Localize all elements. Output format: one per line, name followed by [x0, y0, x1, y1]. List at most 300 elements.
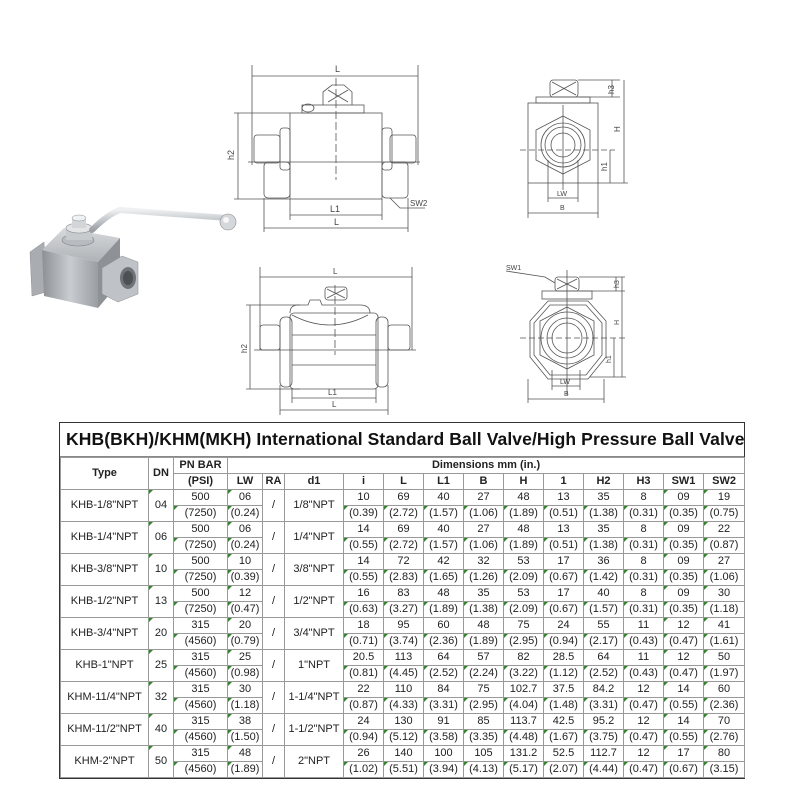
cell-dn: 50	[149, 746, 174, 778]
cell-b: 48	[464, 618, 504, 634]
cell-lw-in: (0.98)	[228, 666, 263, 682]
cell-h-in: (2.95)	[504, 634, 544, 650]
dim-h3-2: h3	[614, 280, 621, 288]
cell-type: KHB-3/4"NPT	[61, 618, 149, 650]
cell-h2-in: (1.38)	[584, 506, 624, 522]
cell-l1-in: (1.57)	[424, 538, 464, 554]
cell-h2: 35	[584, 522, 624, 538]
cell-l1-in: (1.89)	[424, 602, 464, 618]
cell-dn: 32	[149, 682, 174, 714]
cell-pn-bar: 500	[174, 490, 228, 506]
cell-h-in: (3.22)	[504, 666, 544, 682]
header-d1: d1	[285, 474, 344, 490]
cell-h2-in: (1.38)	[584, 538, 624, 554]
cell-b: 27	[464, 490, 504, 506]
cell-h2: 64	[584, 650, 624, 666]
dim-SW1: SW1	[506, 265, 522, 272]
cell-l1: 40	[424, 522, 464, 538]
cell-psi: (4560)	[174, 730, 228, 746]
cell-l-in: (2.72)	[384, 506, 424, 522]
header-b: B	[464, 474, 504, 490]
dim-h1-2: h1	[606, 355, 613, 363]
cell-d1: 3/8"NPT	[285, 554, 344, 586]
cell-lw-in: (0.39)	[228, 570, 263, 586]
dim-L1: L1	[330, 204, 341, 214]
cell-sw2-in: (1.06)	[704, 570, 745, 586]
cell-i: 22	[344, 682, 384, 698]
cell-b-in: (3.35)	[464, 730, 504, 746]
cell-lw: 10	[228, 554, 263, 570]
header-h: H	[504, 474, 544, 490]
cell-sw1-in: (0.47)	[664, 634, 704, 650]
cell-i-in: (0.63)	[344, 602, 384, 618]
cell-i-in: (1.02)	[344, 762, 384, 778]
cell-h2: 36	[584, 554, 624, 570]
cell-ra: /	[263, 554, 285, 586]
cell-l: 110	[384, 682, 424, 698]
cell-h2-in: (1.42)	[584, 570, 624, 586]
cell-h3-in: (0.47)	[624, 762, 664, 778]
cell-i-in: (0.94)	[344, 730, 384, 746]
table-row	[61, 682, 745, 698]
cell-i: 10	[344, 490, 384, 506]
cell-h: 48	[504, 522, 544, 538]
cell-1-in: (0.67)	[544, 602, 584, 618]
cell-l-in: (3.74)	[384, 634, 424, 650]
table-row	[61, 714, 745, 730]
cell-1-in: (0.94)	[544, 634, 584, 650]
cell-sw2-in: (0.75)	[704, 506, 745, 522]
cell-sw2-in: (1.18)	[704, 602, 745, 618]
cell-l: 83	[384, 586, 424, 602]
cell-1: 17	[544, 586, 584, 602]
cell-l1-in: (1.57)	[424, 506, 464, 522]
dim-H-2: H	[614, 319, 621, 325]
cell-b: 75	[464, 682, 504, 698]
cell-d1: 2"NPT	[285, 746, 344, 778]
cell-ra: /	[263, 586, 285, 618]
cell-i: 14	[344, 554, 384, 570]
cell-sw2: 50	[704, 650, 745, 666]
cell-ra: /	[263, 650, 285, 682]
end-view-drawing-2	[490, 255, 660, 415]
cell-1: 52.5	[544, 746, 584, 762]
cell-l-in: (2.72)	[384, 538, 424, 554]
cell-lw: 06	[228, 490, 263, 506]
cell-sw1-in: (0.35)	[664, 506, 704, 522]
cell-l1-in: (3.58)	[424, 730, 464, 746]
spec-table	[59, 422, 745, 779]
cell-h3-in: (0.31)	[624, 602, 664, 618]
cell-pn-bar: 315	[174, 714, 228, 730]
dimensions-table	[60, 457, 745, 778]
cell-h3: 8	[624, 522, 664, 538]
cell-i: 20.5	[344, 650, 384, 666]
end-view-drawing-1	[500, 50, 660, 220]
cell-h: 53	[504, 554, 544, 570]
cell-sw2: 30	[704, 586, 745, 602]
cell-sw1-in: (0.35)	[664, 570, 704, 586]
cell-sw1: 17	[664, 746, 704, 762]
cell-psi: (7250)	[174, 538, 228, 554]
cell-h-in: (1.89)	[504, 506, 544, 522]
cell-h3: 12	[624, 746, 664, 762]
cell-d1: 1/4"NPT	[285, 522, 344, 554]
cell-sw1-in: (0.67)	[664, 762, 704, 778]
cell-l1: 40	[424, 490, 464, 506]
cell-b-in: (1.89)	[464, 634, 504, 650]
cell-type: KHB-1"NPT	[61, 650, 149, 682]
cell-sw2-in: (3.15)	[704, 762, 745, 778]
cell-l1-in: (3.31)	[424, 698, 464, 714]
cell-h2-in: (4.44)	[584, 762, 624, 778]
cell-h3: 12	[624, 714, 664, 730]
header-dimensions: Dimensions mm (in.)	[228, 458, 745, 474]
dim-h2-2: h2	[240, 344, 249, 353]
cell-1-in: (1.67)	[544, 730, 584, 746]
side-view-drawing-1	[220, 50, 440, 240]
cell-dn: 40	[149, 714, 174, 746]
cell-psi: (7250)	[174, 506, 228, 522]
cell-b: 27	[464, 522, 504, 538]
header-type: Type	[61, 458, 149, 490]
cell-sw1: 09	[664, 522, 704, 538]
dim-H: H	[613, 126, 622, 132]
cell-lw: 25	[228, 650, 263, 666]
cell-h3-in: (0.47)	[624, 730, 664, 746]
cell-i: 18	[344, 618, 384, 634]
dim-L-bottom-2: L	[332, 400, 337, 409]
cell-h-in: (2.09)	[504, 602, 544, 618]
cell-sw2-in: (2.76)	[704, 730, 745, 746]
cell-sw2-in: (0.87)	[704, 538, 745, 554]
cell-b: 32	[464, 554, 504, 570]
cell-h2: 55	[584, 618, 624, 634]
cell-l: 113	[384, 650, 424, 666]
cell-h: 102.7	[504, 682, 544, 698]
cell-type: KHM-11/4"NPT	[61, 682, 149, 714]
cell-dn: 25	[149, 650, 174, 682]
cell-lw-in: (1.50)	[228, 730, 263, 746]
cell-l1: 91	[424, 714, 464, 730]
cell-sw2: 19	[704, 490, 745, 506]
cell-pn-bar: 315	[174, 746, 228, 762]
cell-l-in: (5.12)	[384, 730, 424, 746]
cell-i: 26	[344, 746, 384, 762]
cell-ra: /	[263, 522, 285, 554]
cell-1-in: (0.51)	[544, 506, 584, 522]
cell-h2: 112.7	[584, 746, 624, 762]
dim-B-2: B	[564, 391, 569, 398]
cell-i-in: (0.81)	[344, 666, 384, 682]
cell-h: 48	[504, 490, 544, 506]
cell-sw1: 12	[664, 618, 704, 634]
cell-h: 113.7	[504, 714, 544, 730]
dim-LW-2: LW	[560, 379, 570, 386]
cell-type: KHB-1/2"NPT	[61, 586, 149, 618]
cell-d1: 3/4"NPT	[285, 618, 344, 650]
cell-d1: 1/2"NPT	[285, 586, 344, 618]
dim-h3: h3	[607, 85, 616, 94]
cell-h3-in: (0.31)	[624, 506, 664, 522]
table-title: KHB(BKH)/KHM(MKH) International Standard Ball Valve/High Pressure Ball Valve	[60, 423, 744, 457]
cell-lw: 06	[228, 522, 263, 538]
cell-lw-in: (0.79)	[228, 634, 263, 650]
cell-h-in: (5.17)	[504, 762, 544, 778]
cell-h3: 12	[624, 682, 664, 698]
cell-l: 69	[384, 490, 424, 506]
cell-l1: 48	[424, 586, 464, 602]
header-dn: DN	[149, 458, 174, 490]
cell-lw: 12	[228, 586, 263, 602]
cell-h: 82	[504, 650, 544, 666]
cell-l-in: (5.51)	[384, 762, 424, 778]
cell-d1: 1"NPT	[285, 650, 344, 682]
cell-l1-in: (1.65)	[424, 570, 464, 586]
cell-d1: 1-1/2"NPT	[285, 714, 344, 746]
header-l: L	[384, 474, 424, 490]
cell-lw-in: (1.18)	[228, 698, 263, 714]
cell-ra: /	[263, 490, 285, 522]
cell-h3: 11	[624, 618, 664, 634]
cell-sw1-in: (0.35)	[664, 538, 704, 554]
dim-h1: h1	[600, 162, 609, 171]
cell-sw2: 60	[704, 682, 745, 698]
cell-psi: (7250)	[174, 602, 228, 618]
header-sw1: SW1	[664, 474, 704, 490]
cell-1-in: (2.07)	[544, 762, 584, 778]
cell-l1: 60	[424, 618, 464, 634]
cell-h-in: (4.04)	[504, 698, 544, 714]
dim-L-top-2: L	[333, 267, 338, 276]
cell-i-in: (0.71)	[344, 634, 384, 650]
cell-sw2: 70	[704, 714, 745, 730]
cell-l-in: (4.45)	[384, 666, 424, 682]
dim-SW2: SW2	[410, 199, 428, 208]
cell-psi: (4560)	[174, 666, 228, 682]
cell-sw1-in: (0.55)	[664, 698, 704, 714]
cell-sw2: 22	[704, 522, 745, 538]
cell-sw1-in: (0.35)	[664, 602, 704, 618]
cell-sw1-in: (0.55)	[664, 730, 704, 746]
cell-1-in: (0.51)	[544, 538, 584, 554]
cell-dn: 10	[149, 554, 174, 586]
cell-h3-in: (0.43)	[624, 634, 664, 650]
dim-L-bottom: L	[334, 217, 340, 227]
cell-h-in: (1.89)	[504, 538, 544, 554]
cell-pn-bar: 500	[174, 522, 228, 538]
cell-lw-in: (0.24)	[228, 506, 263, 522]
cell-dn: 20	[149, 618, 174, 650]
cell-b-in: (2.24)	[464, 666, 504, 682]
header-1: 1	[544, 474, 584, 490]
cell-h3: 11	[624, 650, 664, 666]
cell-h: 131.2	[504, 746, 544, 762]
cell-l: 72	[384, 554, 424, 570]
cell-dn: 06	[149, 522, 174, 554]
dim-L1-2: L1	[328, 388, 337, 397]
cell-ra: /	[263, 714, 285, 746]
cell-d1: 1/8"NPT	[285, 490, 344, 522]
cell-h2-in: (3.31)	[584, 698, 624, 714]
cell-dn: 13	[149, 586, 174, 618]
cell-l-in: (3.27)	[384, 602, 424, 618]
cell-pn-bar: 500	[174, 554, 228, 570]
cell-l1-in: (2.36)	[424, 634, 464, 650]
cell-l: 69	[384, 522, 424, 538]
cell-lw-in: (1.89)	[228, 762, 263, 778]
cell-h3-in: (0.43)	[624, 666, 664, 682]
dim-LW: LW	[557, 191, 567, 198]
cell-type: KHM-2"NPT	[61, 746, 149, 778]
cell-l: 140	[384, 746, 424, 762]
cell-b: 105	[464, 746, 504, 762]
cell-lw: 38	[228, 714, 263, 730]
cell-h2-in: (2.52)	[584, 666, 624, 682]
header-pn-psi: (PSI)	[174, 474, 228, 490]
cell-psi: (4560)	[174, 634, 228, 650]
cell-i-in: (0.87)	[344, 698, 384, 714]
cell-psi: (4560)	[174, 762, 228, 778]
table-row	[61, 618, 745, 634]
cell-sw1: 14	[664, 714, 704, 730]
cell-1: 37.5	[544, 682, 584, 698]
cell-sw2: 80	[704, 746, 745, 762]
cell-h-in: (2.09)	[504, 570, 544, 586]
cell-sw1: 09	[664, 586, 704, 602]
cell-lw: 20	[228, 618, 263, 634]
header-h3: H3	[624, 474, 664, 490]
cell-h2: 40	[584, 586, 624, 602]
cell-d1: 1-1/4"NPT	[285, 682, 344, 714]
cell-b-in: (2.95)	[464, 698, 504, 714]
cell-lw-in: (0.47)	[228, 602, 263, 618]
cell-b-in: (1.38)	[464, 602, 504, 618]
cell-h2-in: (3.75)	[584, 730, 624, 746]
cell-sw2-in: (1.97)	[704, 666, 745, 682]
cell-i-in: (0.55)	[344, 538, 384, 554]
table-row	[61, 522, 745, 538]
ball-valve-photo	[20, 190, 250, 320]
cell-i-in: (0.39)	[344, 506, 384, 522]
cell-l1: 64	[424, 650, 464, 666]
cell-h3: 8	[624, 586, 664, 602]
cell-sw1: 09	[664, 554, 704, 570]
cell-dn: 04	[149, 490, 174, 522]
cell-sw2: 41	[704, 618, 745, 634]
cell-h2-in: (1.57)	[584, 602, 624, 618]
cell-1: 42.5	[544, 714, 584, 730]
dim-h2: h2	[226, 149, 236, 160]
header-ra: RA	[263, 474, 285, 490]
cell-type: KHB-3/8"NPT	[61, 554, 149, 586]
cell-h3-in: (0.31)	[624, 538, 664, 554]
dim-L-top: L	[335, 64, 341, 74]
cell-psi: (4560)	[174, 698, 228, 714]
header-i: i	[344, 474, 384, 490]
cell-psi: (7250)	[174, 570, 228, 586]
cell-h2-in: (2.17)	[584, 634, 624, 650]
cell-sw1: 09	[664, 490, 704, 506]
cell-sw2-in: (2.36)	[704, 698, 745, 714]
cell-b: 57	[464, 650, 504, 666]
cell-lw: 30	[228, 682, 263, 698]
cell-lw: 48	[228, 746, 263, 762]
cell-1: 13	[544, 490, 584, 506]
cell-b: 35	[464, 586, 504, 602]
cell-b-in: (1.26)	[464, 570, 504, 586]
cell-type: KHB-1/8"NPT	[61, 490, 149, 522]
cell-h3-in: (0.47)	[624, 698, 664, 714]
cell-l1: 100	[424, 746, 464, 762]
cell-lw-in: (0.24)	[228, 538, 263, 554]
cell-i: 16	[344, 586, 384, 602]
cell-pn-bar: 315	[174, 650, 228, 666]
cell-pn-bar: 315	[174, 682, 228, 698]
cell-b-in: (1.06)	[464, 538, 504, 554]
cell-sw1: 14	[664, 682, 704, 698]
cell-i: 14	[344, 522, 384, 538]
cell-pn-bar: 315	[174, 618, 228, 634]
cell-b-in: (1.06)	[464, 506, 504, 522]
cell-l1: 42	[424, 554, 464, 570]
cell-sw2-in: (1.61)	[704, 634, 745, 650]
cell-1: 28.5	[544, 650, 584, 666]
cell-l: 95	[384, 618, 424, 634]
header-l1: L1	[424, 474, 464, 490]
cell-ra: /	[263, 682, 285, 714]
cell-l: 130	[384, 714, 424, 730]
side-view-drawing-2	[220, 255, 440, 415]
cell-b-in: (4.13)	[464, 762, 504, 778]
cell-h-in: (4.48)	[504, 730, 544, 746]
header-pn-bar: PN BAR	[174, 458, 228, 474]
cell-h2: 35	[584, 490, 624, 506]
cell-l-in: (2.83)	[384, 570, 424, 586]
cell-l-in: (4.33)	[384, 698, 424, 714]
cell-1: 17	[544, 554, 584, 570]
cell-h: 75	[504, 618, 544, 634]
cell-h: 53	[504, 586, 544, 602]
cell-1: 13	[544, 522, 584, 538]
header-h2: H2	[584, 474, 624, 490]
cell-type: KHM-11/2"NPT	[61, 714, 149, 746]
cell-i-in: (0.55)	[344, 570, 384, 586]
cell-ra: /	[263, 746, 285, 778]
cell-b: 85	[464, 714, 504, 730]
cell-i: 24	[344, 714, 384, 730]
cell-l1-in: (3.94)	[424, 762, 464, 778]
cell-1-in: (1.48)	[544, 698, 584, 714]
cell-h3: 8	[624, 490, 664, 506]
cell-l1-in: (2.52)	[424, 666, 464, 682]
header-sw2: SW2	[704, 474, 745, 490]
cell-l1: 84	[424, 682, 464, 698]
table-row	[61, 490, 745, 506]
cell-1-in: (0.67)	[544, 570, 584, 586]
header-lw: LW	[228, 474, 263, 490]
table-row	[61, 554, 745, 570]
cell-h3: 8	[624, 554, 664, 570]
cell-h2: 95.2	[584, 714, 624, 730]
cell-sw1-in: (0.47)	[664, 666, 704, 682]
cell-1: 24	[544, 618, 584, 634]
table-row	[61, 746, 745, 762]
cell-h3-in: (0.31)	[624, 570, 664, 586]
cell-1-in: (1.12)	[544, 666, 584, 682]
cell-sw1: 12	[664, 650, 704, 666]
cell-type: KHB-1/4"NPT	[61, 522, 149, 554]
